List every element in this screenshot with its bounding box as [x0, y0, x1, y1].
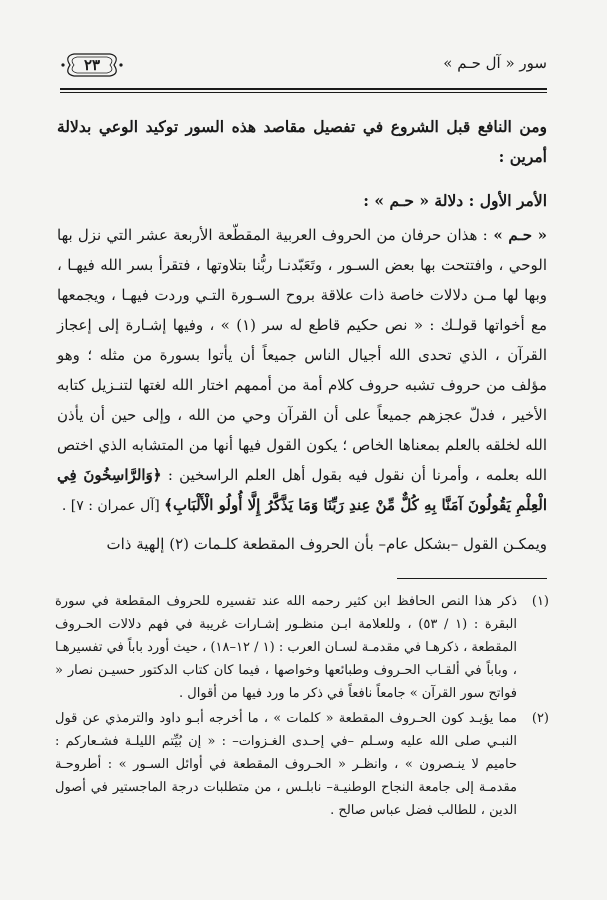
footnote-number: (٢)	[531, 711, 549, 726]
paragraph-lead: « حـم »	[487, 226, 548, 244]
footnotes	[55, 590, 549, 822]
footnote-text: مما يؤيـد كون الحـروف المقطعة « كلمات » ، ما أخرجه أبـو داود والترمذي عن قول النبـي صلى الله عليه وسـلم –في إحـدى الغـزوات– : « إن بُيِّتم الليلـة فشـعاركم : حاميم لا ينـصرون » ، وانظـر « الحـروف المقطعة في أوائل السـور » : أطروحـة مقدمـة إلى جامعة النجاح الوطنيـة– نابلـس ، من متطلبات درجة الماجستير في أصول الدين ، للطالب فضل عباس صالح .	[55, 711, 517, 818]
footnote-number: (١)	[531, 594, 549, 609]
footnote	[55, 707, 549, 822]
footnote-separator	[397, 578, 547, 579]
header-rule	[60, 88, 547, 90]
page-number-badge	[60, 50, 124, 80]
quran-verse: ﴿وَالرَّاسِخُونَ فِي الْعِلْمِ يَقُولُونَ آمَنَّا بِهِ كُلٌّ مِّنْ عِندِ رَبِّنَا وَمَا يَذَّكَّرُ إِلَّا أُولُو الْأَلْبَابِ﴾	[57, 466, 547, 514]
main-text	[57, 112, 547, 559]
paragraph-text: : هذان حرفان من الحروف العربية المقطّعة الأربعة عشر التي نزل بها الوحي ، وافتتحت بها بعض السـور ، وتَعَبّدنـا ربُّنا بتلاوتها ، فتقرأ بسر الله فيهـا ، وبها لها مـن دلالات خاصة ذات علاقة بروح السـورة التـي وردت فيهـا ، ويجمعها مع أخواتها قولـك : « نص حكيم قاطع له سر (١) » ، وفيها إشـارة إلى إعجاز القرآن ، الذي تحدى الله أجيال الناس جميعاً أن يأتوا بسورة من مثله ؛ وهو مؤلف من حروف تشبه حروف كلام أمة من أممهم اختار الله لغتها لتنـزيل كتابه الأخير ، فدلّ عجزهم جميعاً على أن القرآن وحي من الله ، وإلى حين أن يأذن الله لخلقه بالعلم بمعناها الخاص ؛ يكون القول فيها أنها من المتشابه الذي اختص الله بعلمه ، وأمرنا أن نقول فيه بقول أهل العلم الراسخين :	[57, 226, 548, 484]
running-header-title: سور « آل حـم »	[443, 54, 547, 72]
verse-reference: [آل عمران : ٧] .	[61, 498, 165, 514]
section-heading: الأمر الأول : دلالة « حـم » :	[363, 191, 547, 210]
body-paragraph	[57, 220, 547, 521]
footnote-text: ذكر هذا النص الحافظ ابن كثير رحمه الله عند تفسيره للحروف المقطعة في سورة البقرة : (١ / ٥٣) ، وللعلامة ابـن منظـور إشـارات غريبة في فهم دلالات الحـروف المقطعة ، ذكرهـا في مقدمـة لسـان العرب : (١ / ١٢–١٨) ، حيث أورد باباً في تفسيرهـا ، وباباً في ألقـاب الحـروف وطبائعها وخواصها ، فيما كان كتاب الدكتور حسيـن نصار « فواتح سور القرآن » جامعاً نافعاً في ذكر ما ورد فيها من أقوال .	[55, 594, 518, 701]
intro-paragraph: ومن النافع قبل الشروع في تفصيل مقاصد هذه السور توكيد الوعي بدلالة أمرين :	[57, 117, 547, 166]
footnote	[55, 590, 549, 705]
header-rule-thin	[60, 92, 547, 93]
page-header	[60, 50, 547, 84]
closing-paragraph: ويمكـن القول –بشكل عام– بأن الحروف المقطعة كلـمات (٢) إلهية ذات	[106, 535, 547, 553]
page-number: ٢٣	[83, 56, 101, 74]
